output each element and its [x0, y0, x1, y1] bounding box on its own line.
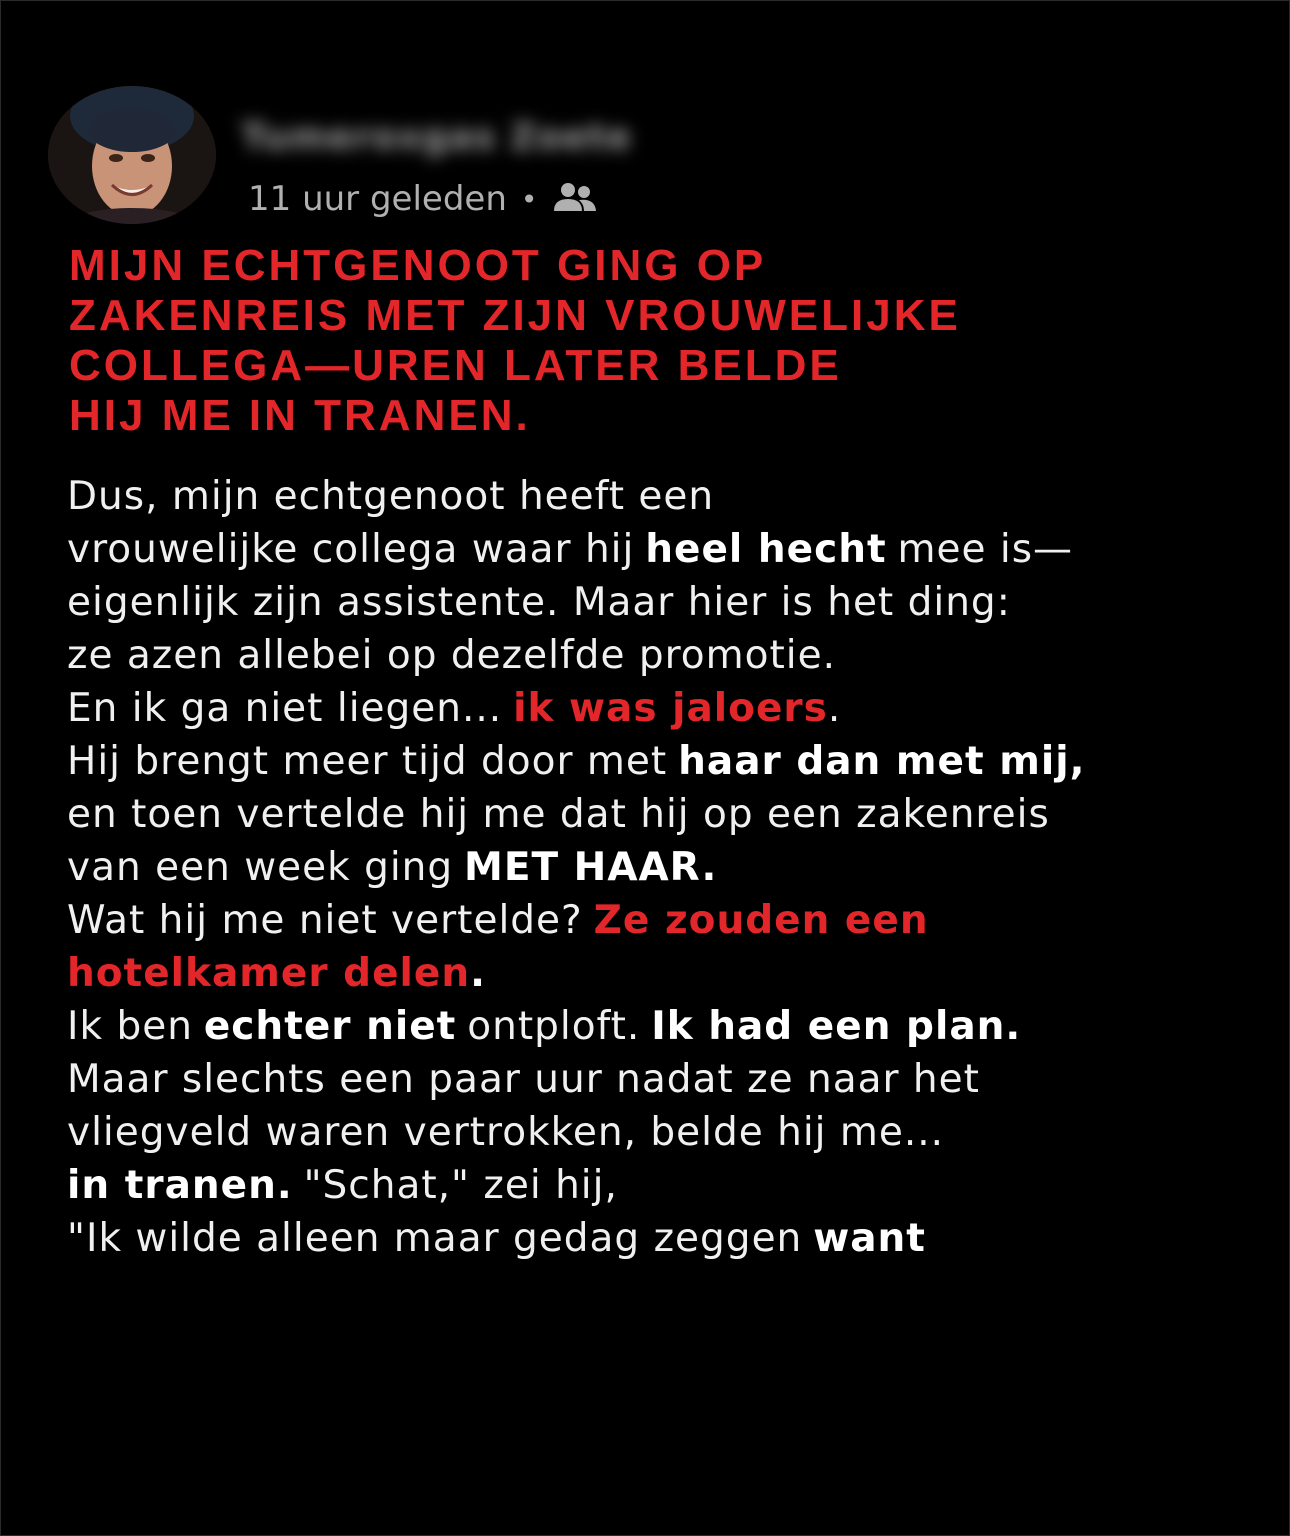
- headline-line: MIJN ECHTGENOOT GING OP: [69, 241, 767, 290]
- body-line: [67, 894, 1267, 947]
- body-line: [67, 1212, 1267, 1265]
- body-line: [67, 576, 1267, 629]
- post-timestamp[interactable]: 11 uur geleden: [248, 179, 507, 219]
- bold-text: MET HAAR.: [464, 845, 718, 890]
- text: Ik ben: [67, 1004, 193, 1049]
- bold-text: heel hecht: [645, 527, 887, 572]
- post-headline: [69, 241, 1249, 441]
- headline-line: COLLEGA—UREN LATER BELDE: [69, 341, 842, 390]
- avatar[interactable]: [48, 86, 216, 224]
- text: eigenlijk zijn assistente. Maar hier is het ding:: [67, 580, 1011, 625]
- body-line: [67, 788, 1267, 841]
- post-body: [67, 470, 1267, 1265]
- author-name[interactable]: Tumeroxgas Zoete: [241, 117, 632, 158]
- text: "Ik wilde alleen maar gedag zeggen: [67, 1216, 803, 1261]
- body-line: [67, 947, 1267, 1000]
- text: mee is—: [897, 527, 1074, 572]
- body-line: [67, 629, 1267, 682]
- body-line: [67, 523, 1267, 576]
- bold-text: haar dan met mij,: [678, 739, 1086, 784]
- body-line: [67, 1053, 1267, 1106]
- body-line: [67, 841, 1267, 894]
- headline-line: ZAKENREIS MET ZIJN VROUWELIJKE: [69, 291, 961, 340]
- bold-text: echter niet: [203, 1004, 457, 1049]
- text: Wat hij me niet vertelde?: [67, 898, 583, 943]
- bold-text: want: [813, 1216, 926, 1261]
- text: En ik ga niet liegen...: [67, 686, 503, 731]
- text: vrouwelijke collega waar hij: [67, 527, 635, 572]
- text: Maar slechts een paar uur nadat ze naar het: [67, 1057, 980, 1102]
- body-line: [67, 1000, 1267, 1053]
- text: ontploft.: [467, 1004, 641, 1049]
- body-line: [67, 682, 1267, 735]
- text: ze azen allebei op dezelfde promotie.: [67, 633, 836, 678]
- bold-text: .: [470, 951, 486, 996]
- headline-line: HIJ ME IN TRANEN.: [69, 391, 531, 440]
- avatar-photo: [48, 86, 216, 224]
- text: en toen vertelde hij me dat hij op een zakenreis: [67, 792, 1050, 837]
- text: "Schat," zei hij,: [303, 1163, 618, 1208]
- text: Dus, mijn echtgenoot heeft een: [67, 474, 715, 519]
- meta-separator: •: [520, 182, 538, 216]
- body-line: [67, 470, 1267, 523]
- highlight-text: Ze zouden een: [593, 898, 929, 943]
- bold-text: in tranen.: [67, 1163, 293, 1208]
- body-line: [67, 735, 1267, 788]
- text: vliegveld waren vertrokken, belde hij me...: [67, 1110, 945, 1155]
- friends-icon[interactable]: [551, 179, 599, 219]
- text: van een week ging: [67, 845, 454, 890]
- body-line: [67, 1106, 1267, 1159]
- highlight-text: hotelkamer delen: [67, 951, 471, 996]
- body-line: [67, 1159, 1267, 1212]
- highlight-text: ik was jaloers: [513, 686, 828, 731]
- post-meta: [248, 179, 599, 219]
- bold-text: Ik had een plan.: [651, 1004, 1022, 1049]
- text: .: [827, 686, 842, 731]
- text: Hij brengt meer tijd door met: [67, 739, 668, 784]
